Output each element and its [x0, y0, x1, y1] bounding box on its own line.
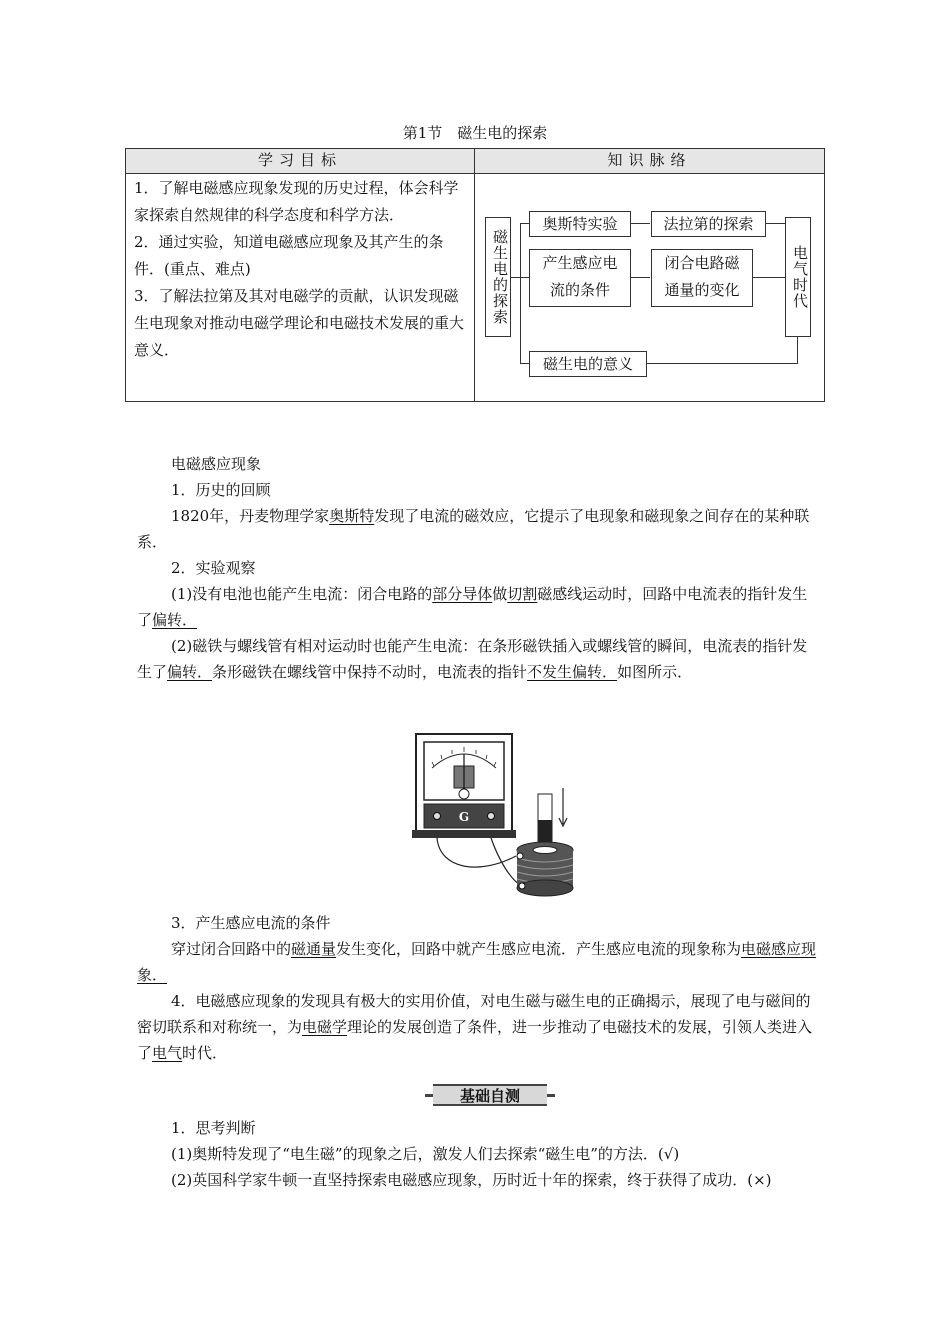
- judge-heading: 1．思考判断: [171, 1119, 256, 1137]
- section-heading: 电磁感应现象: [171, 455, 262, 473]
- map-condition-line1: 产生感应电: [542, 254, 618, 272]
- experiment-2: (2)磁铁与螺线管有相对运动时也能产生电流：在条形磁铁插入或螺线管的瞬间，电流表的指针发生了偏转．条形磁铁在螺线管中保持不动时，电流表的指针不发生偏转．如图所示．: [137, 637, 808, 681]
- table-head-map: 知识脉络: [475, 149, 825, 174]
- self-test: [137, 1115, 817, 1193]
- table-head-goals: 学习目标: [126, 149, 475, 174]
- map-flux: [651, 249, 753, 307]
- galvanometer-figure: [410, 730, 580, 900]
- goal-2: 2．通过实验，知道电磁感应现象及其产生的条件．(重点、难点): [134, 233, 444, 278]
- map-meaning: 磁生电的意义: [529, 351, 647, 377]
- condition-paragraph: 穿过闭合回路中的磁通量发生变化，回路中就产生感应电流．产生感应电流的现象称为电磁感应现象．: [137, 940, 817, 984]
- knowledge-map: [475, 174, 825, 402]
- significance-paragraph: 4．电磁感应现象的发现具有极大的实用价值，对电生磁与磁生电的正确揭示，展现了电与磁间的密切联系和对称统一，为电磁学理论的发展创造了条件，进一步推动了电磁技术的发展，引领人类进入了电气时代．: [137, 992, 813, 1062]
- map-condition: [529, 249, 631, 307]
- map-flux-line2: 通量的变化: [664, 281, 740, 299]
- map-era: 电气时代: [785, 217, 811, 337]
- experiment-heading: 2．实验观察: [171, 559, 256, 577]
- goal-1: 1．了解电磁感应现象发现的历史过程，体会科学家探索自然规律的科学态度和科学方法．: [134, 179, 459, 224]
- galvanometer-label: G: [458, 810, 470, 824]
- map-oersted: 奥斯特实验: [529, 211, 631, 237]
- body-text: [137, 451, 817, 685]
- body-text-2: [137, 910, 817, 1066]
- history-paragraph: 1820年，丹麦物理学家奥斯特发现了电流的磁效应，它提示了电现象和磁现象之间存在的某种联系．: [137, 507, 810, 551]
- learning-goals: [126, 174, 475, 402]
- map-condition-line2: 流的条件: [549, 281, 610, 299]
- judge-item-1: (1)奥斯特发现了“电生磁”的现象之后，激发人们去探索“磁生电”的方法．(√): [171, 1145, 680, 1163]
- self-test-label: 基础自测: [459, 1087, 520, 1105]
- map-root: 磁生电的探索: [485, 217, 511, 337]
- map-flux-line1: 闭合电路磁: [664, 254, 740, 272]
- goal-3: 3．了解法拉第及其对电磁学的贡献，认识发现磁生电现象对推动电磁学理论和电磁技术发展的重大意义．: [134, 287, 465, 359]
- condition-heading: 3．产生感应电流的条件: [171, 914, 331, 932]
- self-test-badge: [425, 1083, 555, 1107]
- experiment-1: (1)没有电池也能产生电流：闭合电路的部分导体做切割磁感线运动时，回路中电流表的指针发生了偏转．: [137, 585, 808, 629]
- map-faraday: 法拉第的探索: [651, 211, 766, 237]
- objectives-table: [125, 148, 825, 402]
- page-title: 第1节 磁生电的探索: [402, 124, 548, 142]
- history-heading: 1．历史的回顾: [171, 481, 271, 499]
- judge-item-2: (2)英国科学家牛顿一直坚持探索电磁感应现象，历时近十年的探索，终于获得了成功．(×): [171, 1171, 772, 1189]
